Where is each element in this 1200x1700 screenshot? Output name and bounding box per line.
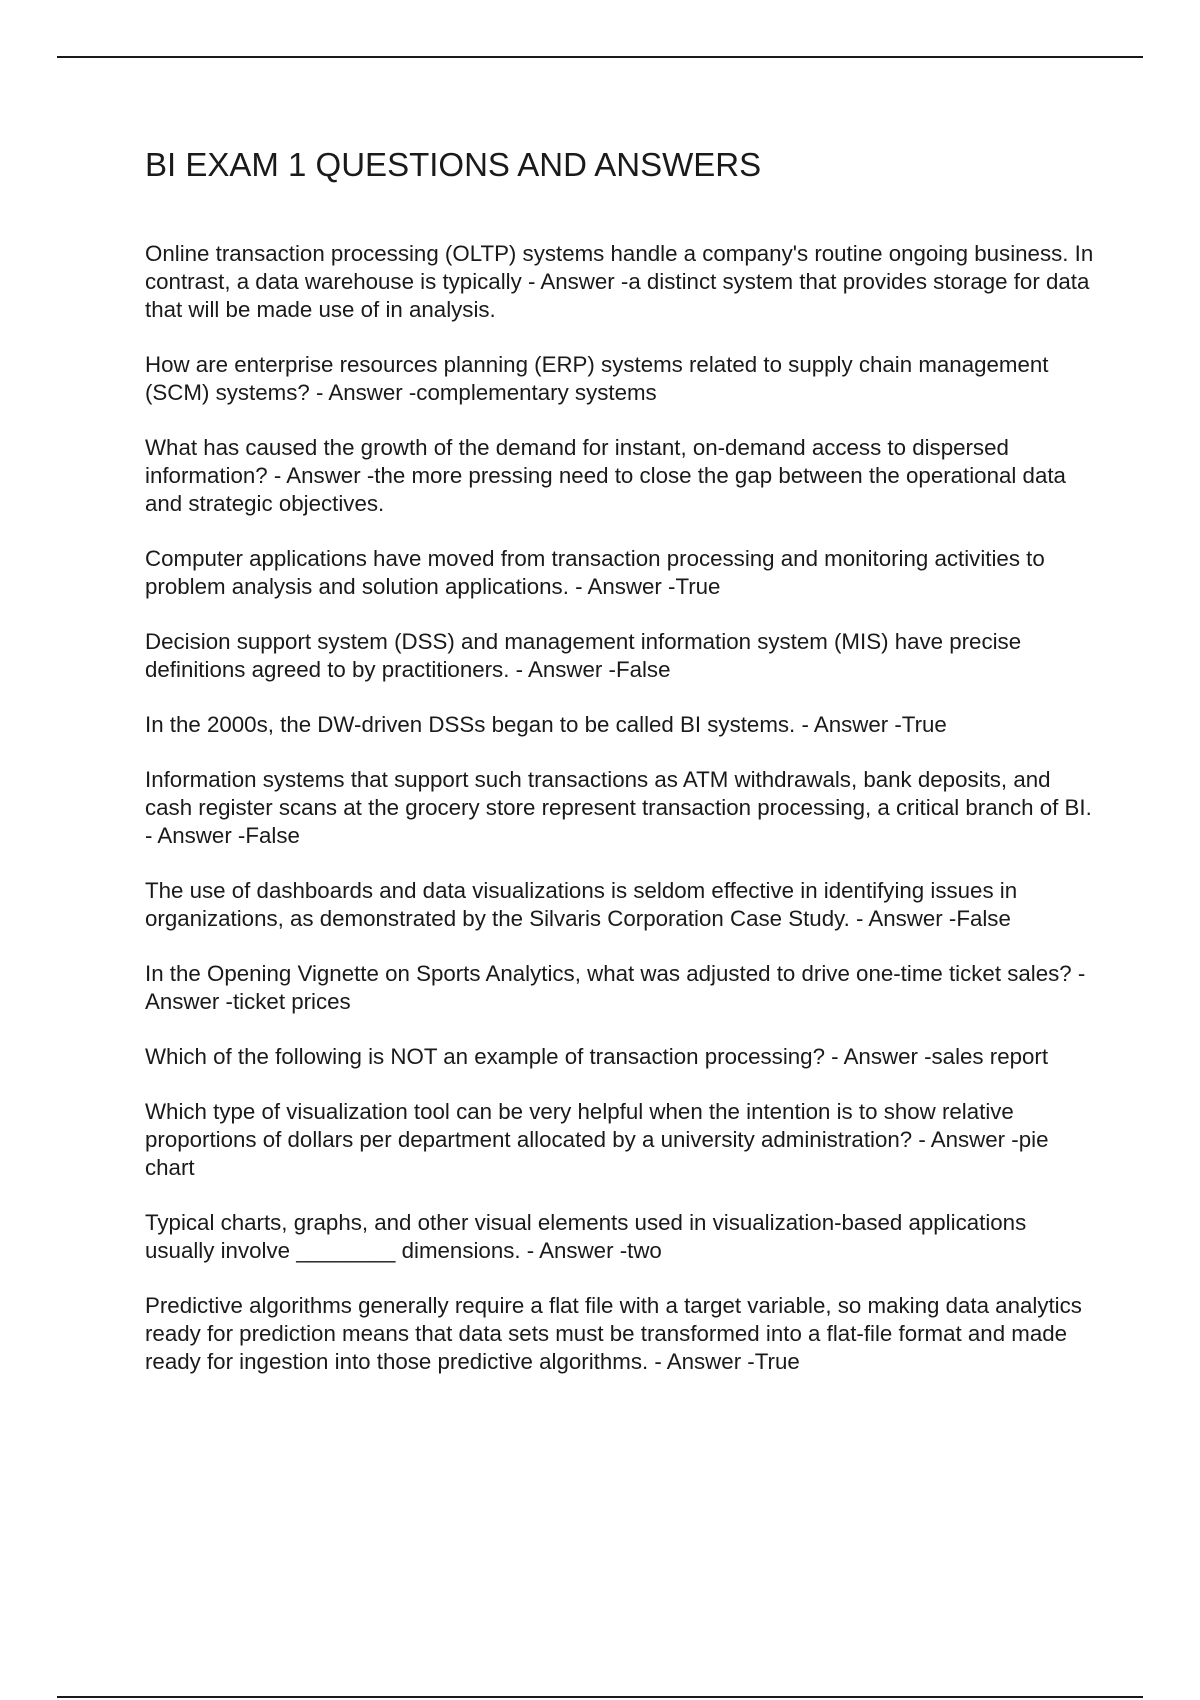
document-body [145,140,1095,1403]
qa-item-5: Decision support system (DSS) and management information system (MIS) have precise definitions agreed to by practitioners. - Answer -False [145,629,1022,682]
qa-item-13: Predictive algorithms generally require a flat file with a target variable, so making data analytics ready for prediction means that data sets must be transformed into a flat-file format and made ready for ingestion into those predictive algorithms. - Answer -True [145,1293,1082,1374]
qa-item-7: Information systems that support such transactions as ATM withdrawals, bank deposits, and cash register scans at the grocery store represent transaction processing, a critical branch of BI. - Answer -False [145,767,1092,848]
qa-item-3: What has caused the growth of the demand for instant, on-demand access to dispersed information? - Answer -the more pressing need to close the gap between the operational data and strategic objectives. [145,435,1066,516]
qa-item-12: Typical charts, graphs, and other visual elements used in visualization-based applications usually involve ________ dimensions. - Answer -two [145,1210,1027,1263]
qa-item-6: In the 2000s, the DW-driven DSSs began to be called BI systems. - Answer -True [145,712,947,737]
qa-list [145,240,1095,1376]
bottom-divider [57,1696,1143,1698]
qa-item-2: How are enterprise resources planning (ERP) systems related to supply chain management (SCM) systems? - Answer -complementary systems [145,352,1049,405]
qa-item-8: The use of dashboards and data visualizations is seldom effective in identifying issues in organizations, as demonstrated by the Silvaris Corporation Case Study. - Answer -False [145,878,1018,931]
qa-item-1: Online transaction processing (OLTP) systems handle a company's routine ongoing business. In contrast, a data warehouse is typically - Answer -a distinct system that provides storage for data that will be made use of in analysis. [145,241,1094,322]
qa-item-9: In the Opening Vignette on Sports Analytics, what was adjusted to drive one-time ticket sales? - Answer -ticket prices [145,961,1086,1014]
qa-item-11: Which type of visualization tool can be very helpful when the intention is to show relative proportions of dollars per department allocated by a university administration? - Answer -pie chart [145,1099,1049,1180]
document-title: BI EXAM 1 QUESTIONS AND ANSWERS [145,146,762,183]
qa-item-10: Which of the following is NOT an example of transaction processing? - Answer -sales report [145,1044,1049,1069]
qa-item-4: Computer applications have moved from transaction processing and monitoring activities to problem analysis and solution applications. - Answer -True [145,546,1045,599]
top-divider [57,56,1143,58]
